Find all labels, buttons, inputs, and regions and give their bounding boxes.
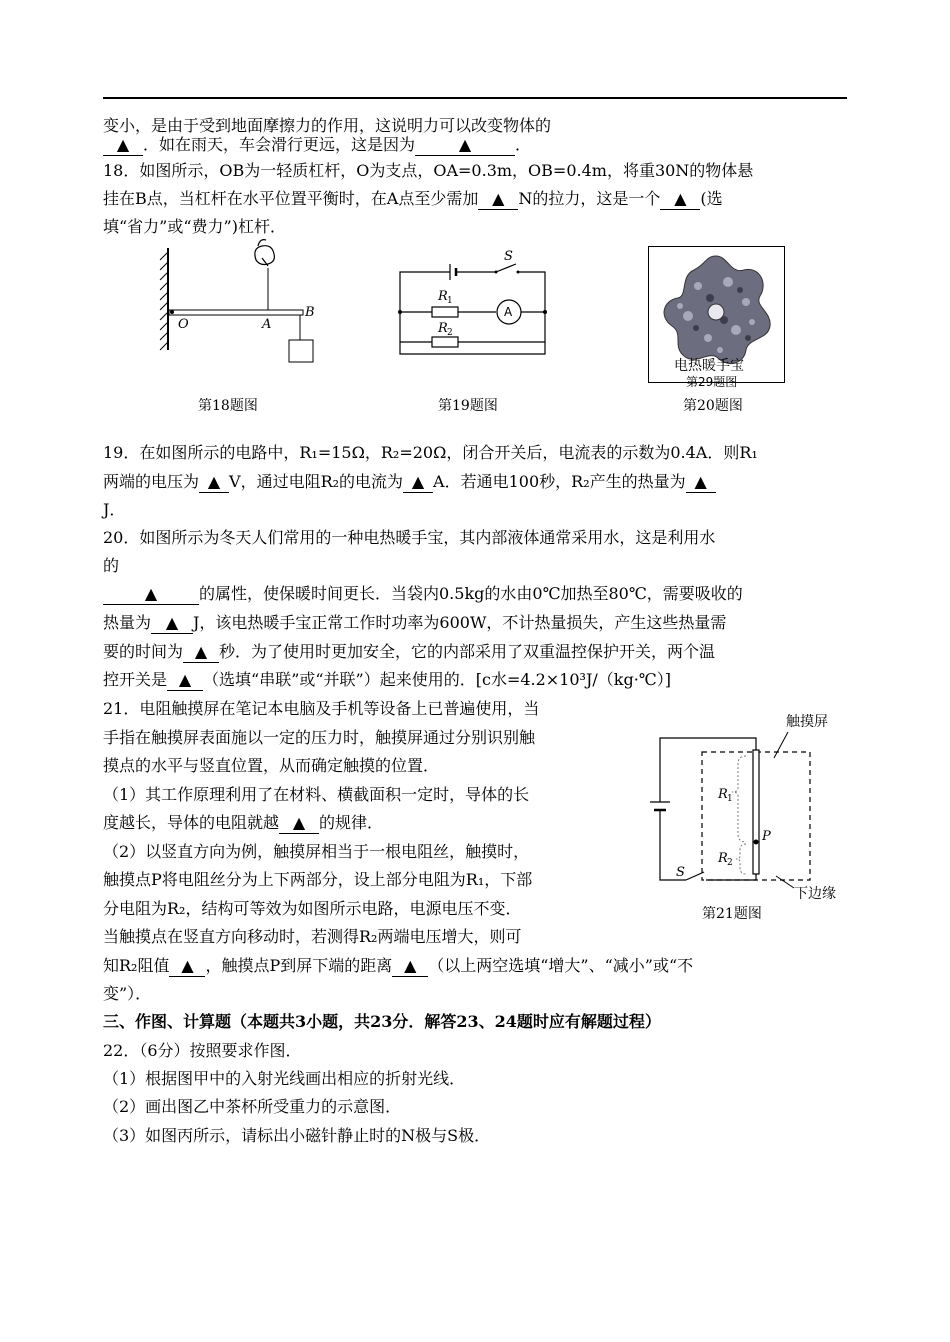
answer-blank[interactable]: ▲ <box>151 613 193 634</box>
section-heading: 三、作图、计算题（本题共3小题，共23分．解答23、24题时应有解题过程） <box>103 1012 661 1031</box>
product-label: 电热暖手宝 <box>674 358 744 374</box>
text-line: 分电阻为R₂，结构可等效为如图所示电路，电源电压不变． <box>103 899 522 918</box>
question-18: 18．如图所示，OB为一轻质杠杆，O为支点，OA=0.3m，OB=0.4m，将重30N的物体悬 <box>103 161 754 180</box>
answer-blank[interactable]: ▲ <box>199 472 229 493</box>
warmer-logo <box>708 304 724 320</box>
answer-blank[interactable]: ▲ <box>167 670 203 691</box>
text-line <box>103 813 383 834</box>
text-run: A．若通电100秒，R₂产生的热量为 <box>433 472 686 491</box>
question-22: 22．（6分）按照要求作图． <box>103 1041 302 1060</box>
text-run: V，通过电阻R₂的电流为 <box>229 472 404 491</box>
figure-18-lever <box>150 238 330 368</box>
label-r2: R <box>718 851 728 866</box>
resistor-r2 <box>432 337 458 347</box>
answer-blank[interactable]: ▲ <box>415 135 515 156</box>
text-line <box>103 584 743 605</box>
pivot-point <box>170 310 174 314</box>
lever-bar <box>169 310 303 315</box>
answer-blank[interactable]: ▲ <box>392 956 428 977</box>
brace-r1 <box>732 756 746 842</box>
label-r1: R <box>438 289 448 304</box>
text-line: 当触摸点在竖直方向移动时，若测得R₂两端电压增大，则可 <box>103 927 522 946</box>
label-r2-sub: 2 <box>447 328 453 338</box>
text-run: N的拉力，这是一个 <box>518 189 661 208</box>
figure-20-hand-warmer <box>648 246 786 389</box>
text-line: 变”）． <box>103 984 152 1003</box>
label-p: P <box>762 829 771 844</box>
ammeter-label: A <box>504 305 513 319</box>
text-run: （选填“串联”或“并联”）起来使用的．[c水=4.2×10³J/（kg·℃）] <box>203 670 671 689</box>
text-run: (选 <box>700 189 723 208</box>
text-line <box>103 613 726 634</box>
answer-blank[interactable]: ▲ <box>169 956 205 977</box>
switch-blade <box>496 264 516 272</box>
text-run: （以上两空选填“增大”、“减小”或“不 <box>428 956 694 975</box>
text-run: 两端的电压为 <box>103 472 200 491</box>
text-line: （3）如图丙所示，请标出小磁针静止时的N极与S极． <box>103 1126 491 1145</box>
text-line <box>103 670 671 691</box>
text-run: ．如在雨天，车会滑行更远，这是因为 <box>143 135 416 154</box>
label-r1: R <box>718 787 728 802</box>
text-run: 控开关是 <box>103 670 168 689</box>
text-line: 触摸点P将电阻丝分为上下两部分，设上部分电阻为R₁，下部 <box>103 870 533 889</box>
answer-blank[interactable]: ▲ <box>279 813 319 834</box>
label-touchscreen: 触摸屏 <box>786 714 828 730</box>
figure-20-caption: 第20题图 <box>683 398 743 414</box>
text-run: 的规律． <box>319 813 384 832</box>
text-run: ，触摸点P到屏下端的距离 <box>205 956 393 975</box>
text-line: 手指在触摸屏表面施以一定的压力时，触摸屏通过分别识别触 <box>103 728 536 747</box>
resistor-r1 <box>432 307 458 317</box>
header-rule <box>103 97 847 99</box>
weight-block <box>289 340 313 362</box>
text-run: 的属性，使保暖时间更长．当袋内0.5kg的水由0℃加热至80℃，需要吸收的 <box>199 584 743 603</box>
text-run: 热量为 <box>103 613 152 632</box>
resistance-wire <box>753 750 759 874</box>
question-19: 19．在如图所示的电路中，R₁=15Ω，R₂=20Ω，闭合开关后，电流表的示数为0.4A．则R₁ <box>103 443 758 462</box>
text-run: J，该电热暖手宝正常工作时功率为600W，不计热量损失，产生这些热量需 <box>193 613 727 632</box>
answer-blank[interactable]: ▲ <box>686 472 716 493</box>
text-line: （2）画出图乙中茶杯所受重力的示意图． <box>103 1097 402 1116</box>
text-line: 变小，是由于受到地面摩擦力的作用，这说明力可以改变物体的 <box>103 116 552 135</box>
figure-19-caption: 第19题图 <box>438 398 498 414</box>
hand-icon <box>255 240 275 266</box>
brace-r2 <box>736 844 746 874</box>
text-line <box>103 189 723 210</box>
figure-21-caption: 第21题图 <box>702 906 762 922</box>
text-run: 知R₂阻值 <box>103 956 170 975</box>
text-line: 填“省力”或“费力”)杠杆． <box>103 217 286 236</box>
figure-19-circuit <box>398 250 550 360</box>
answer-blank[interactable]: ▲ <box>103 135 143 156</box>
answer-blank[interactable]: ▲ <box>183 642 219 663</box>
label-a: A <box>262 317 272 332</box>
text-run: 要的时间为 <box>103 642 184 661</box>
figure-21-touchscreen <box>646 710 846 910</box>
text-run: ． <box>515 135 532 154</box>
text-line: J． <box>103 500 126 519</box>
switch-blade <box>686 872 704 880</box>
figure-18-caption: 第18题图 <box>198 398 258 414</box>
label-r2: R <box>438 321 448 336</box>
answer-blank[interactable]: ▲ <box>478 189 518 210</box>
text-line: （2）以竖直方向为例，触摸屏相当于一根电阻丝，触摸时， <box>103 842 530 861</box>
text-line: 的 <box>103 556 120 575</box>
text-line <box>103 956 693 977</box>
answer-blank[interactable]: ▲ <box>660 189 700 210</box>
question-21: 21．电阻触摸屏在笔记本电脑及手机等设备上已普遍使用，当 <box>103 699 540 718</box>
text-line: 摸点的水平与竖直位置，从而确定触摸的位置． <box>103 756 440 775</box>
touch-point-p <box>754 840 759 845</box>
text-run: 挂在B点，当杠杆在水平位置平衡时，在A点至少需加 <box>103 189 479 208</box>
text-run: 秒．为了使用时更加安全，它的内部采用了双重温控保护开关，两个温 <box>219 642 716 661</box>
question-20: 20．如图所示为冬天人们常用的一种电热暖手宝，其内部液体通常采用水，这是利用水 <box>103 528 716 547</box>
text-line <box>103 642 715 663</box>
answer-blank[interactable]: ▲ <box>403 472 433 493</box>
label-o: O <box>178 317 189 332</box>
answer-blank[interactable]: ▲ <box>103 584 199 605</box>
label-r2-sub: 2 <box>727 858 733 868</box>
text-line <box>103 135 531 156</box>
text-line: （1）其工作原理利用了在材料、横截面积一定时，导体的长 <box>103 785 530 804</box>
label-s: S <box>676 865 685 880</box>
label-r1-sub: 1 <box>447 296 453 306</box>
inner-caption: 第29题图 <box>686 375 738 389</box>
label-b: B <box>305 305 315 320</box>
label-lower-edge: 下边缘 <box>794 886 836 902</box>
text-line <box>103 472 716 493</box>
label-r1-sub: 1 <box>727 794 733 804</box>
text-run: 度越长，导体的电阻就越 <box>103 813 280 832</box>
text-line: （1）根据图甲中的入射光线画出相应的折射光线． <box>103 1069 466 1088</box>
label-s: S <box>504 249 513 264</box>
